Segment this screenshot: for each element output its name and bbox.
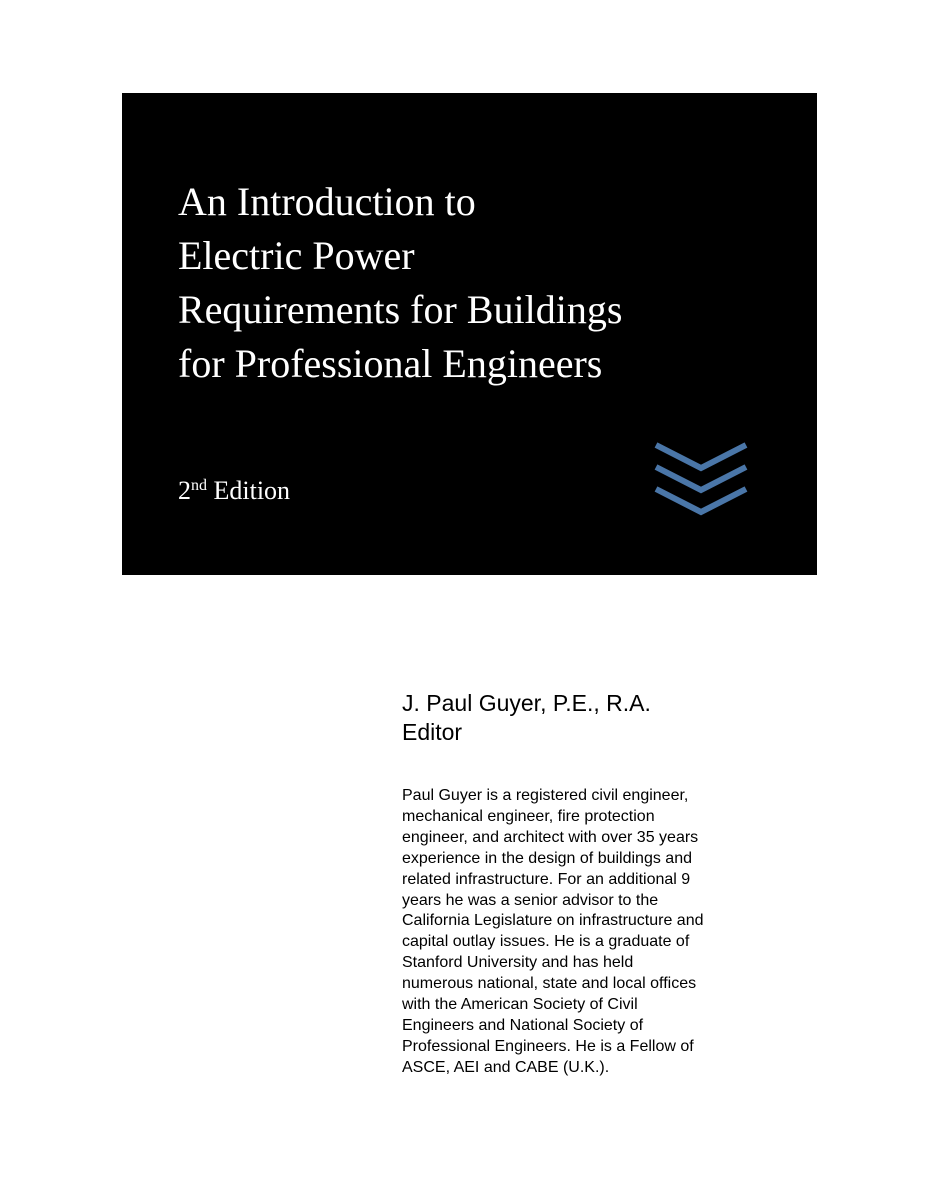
edition-label xyxy=(178,474,290,508)
edition-suffix: nd xyxy=(191,477,207,494)
title-line: Requirements for Buildings xyxy=(178,287,623,332)
author-bio xyxy=(402,786,762,1079)
bio-line: ASCE, AEI and CABE (U.K.). xyxy=(402,1058,610,1076)
chevron-stroke xyxy=(656,445,746,468)
bio-line: Stanford University and has held xyxy=(402,954,634,972)
author-name: J. Paul Guyer, P.E., R.A. xyxy=(402,690,651,716)
edition-text: Edition xyxy=(207,476,291,505)
bio-line: Professional Engineers. He is a Fellow of xyxy=(402,1037,694,1055)
bio-line: mechanical engineer, fire protection xyxy=(402,807,655,825)
bio-line: capital outlay issues. He is a graduate of xyxy=(402,933,690,951)
bio-line: Engineers and National Society of xyxy=(402,1016,644,1034)
bio-line: numerous national, state and local offices xyxy=(402,975,697,993)
edition-number: 2 xyxy=(178,476,191,505)
bio-line: with the American Society of Civil xyxy=(402,996,638,1014)
title-line: for Professional Engineers xyxy=(178,341,603,386)
triple-chevron-down-icon xyxy=(654,441,748,519)
bio-line: experience in the design of buildings and xyxy=(402,849,692,867)
author-section xyxy=(402,688,762,1079)
bio-line: California Legislature on infrastructure and xyxy=(402,912,704,930)
title-line: Electric Power xyxy=(178,233,415,278)
book-title xyxy=(178,175,622,391)
author-role: Editor xyxy=(402,719,463,745)
bio-line: years he was a senior advisor to the xyxy=(402,891,659,909)
bio-line: Paul Guyer is a registered civil engineer, xyxy=(402,787,689,804)
cover-panel xyxy=(122,93,817,575)
title-line: An Introduction to xyxy=(178,179,476,224)
bio-line: related infrastructure. For an additional 9 xyxy=(402,870,691,888)
bio-line: engineer, and architect with over 35 years xyxy=(402,828,699,846)
